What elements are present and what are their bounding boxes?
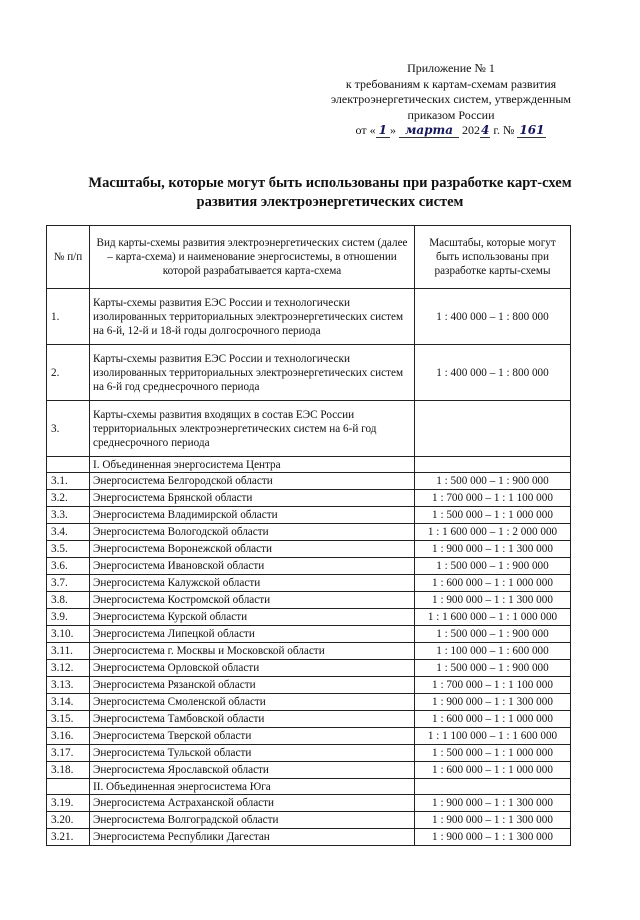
row-kind: Энергосистема Воронежской области: [90, 541, 415, 558]
row-number: 3.20.: [47, 812, 90, 829]
table-row: [47, 575, 571, 592]
row-scale: [415, 779, 571, 795]
table-row: [47, 457, 571, 473]
table-row: [47, 626, 571, 643]
row-scale: 1 : 500 000 – 1 : 1 000 000: [415, 745, 571, 762]
row-kind: Карты-схемы развития ЕЭС России и технологически изолированных территориальных электроэнергетических систем на 6-й год среднесрочного периода: [90, 345, 415, 401]
row-scale: 1 : 700 000 – 1 : 1 100 000: [415, 677, 571, 694]
table-row: [47, 694, 571, 711]
row-number: [47, 457, 90, 473]
row-number: 1.: [47, 289, 90, 345]
appendix-header: [300, 61, 602, 139]
handwritten-order-number: 161: [519, 123, 545, 137]
row-scale: 1 : 600 000 – 1 : 1 000 000: [415, 711, 571, 728]
row-number: 3.21.: [47, 829, 90, 846]
table-row: [47, 779, 571, 795]
table-row: [47, 345, 571, 401]
header-scale: Масштабы, которые могут быть использованы при разработке карты-схемы: [415, 226, 571, 289]
row-scale: 1 : 400 000 – 1 : 800 000: [415, 345, 571, 401]
table-row: [47, 541, 571, 558]
row-scale: [415, 401, 571, 457]
handwritten-month: марта: [399, 123, 459, 138]
table-row: [47, 524, 571, 541]
row-number: 3.9.: [47, 609, 90, 626]
row-kind: Энергосистема Курской области: [90, 609, 415, 626]
row-scale: 1 : 600 000 – 1 : 1 000 000: [415, 762, 571, 779]
row-scale: 1 : 100 000 – 1 : 600 000: [415, 643, 571, 660]
row-kind: Энергосистема Костромской области: [90, 592, 415, 609]
appendix-line-1: к требованиям к картам-схемам развития: [345, 76, 557, 91]
row-scale: 1 : 600 000 – 1 : 1 000 000: [415, 575, 571, 592]
row-number: [47, 779, 90, 795]
row-kind: Энергосистема Тамбовской области: [90, 711, 415, 728]
table-row: [47, 660, 571, 677]
table-row: [47, 490, 571, 507]
row-kind: Карты-схемы развития входящих в состав ЕЭС России территориальных электроэнергетических систем на 6-й год среднесрочного периода: [90, 401, 415, 457]
row-number: 3.18.: [47, 762, 90, 779]
appendix-line-3: приказом России: [407, 107, 495, 122]
row-kind: Карты-схемы развития ЕЭС России и технологически изолированных территориальных электроэнергетических систем на 6-й, 12-й и 18-й годы долгосрочного периода: [90, 289, 415, 345]
row-kind: Энергосистема Тверской области: [90, 728, 415, 745]
table-row: [47, 745, 571, 762]
row-number: 3.8.: [47, 592, 90, 609]
row-kind: Энергосистема Волгоградской области: [90, 812, 415, 829]
row-number: 3.4.: [47, 524, 90, 541]
row-scale: 1 : 500 000 – 1 : 1 000 000: [415, 507, 571, 524]
table-row: [47, 711, 571, 728]
row-kind: Энергосистема Калужской области: [90, 575, 415, 592]
row-kind: Энергосистема Брянской области: [90, 490, 415, 507]
row-kind: Энергосистема Вологодской области: [90, 524, 415, 541]
row-number: 3.11.: [47, 643, 90, 660]
table-row: [47, 401, 571, 457]
row-number: 3.17.: [47, 745, 90, 762]
row-kind: I. Объединенная энергосистема Центра: [90, 457, 415, 473]
table-header-row: [47, 226, 571, 289]
appendix-line-2: электроэнергетических систем, утвержденным: [331, 92, 571, 106]
number-prefix: г. №: [493, 123, 515, 137]
appendix-number: Приложение № 1: [407, 61, 495, 75]
row-scale: 1 : 500 000 – 1 : 900 000: [415, 626, 571, 643]
row-number: 3.19.: [47, 795, 90, 812]
handwritten-day: 1: [376, 123, 390, 138]
page-title: [70, 174, 590, 212]
row-kind: Энергосистема Астраханской области: [90, 795, 415, 812]
row-number: 3.1.: [47, 473, 90, 490]
row-scale: 1 : 700 000 – 1 : 1 100 000: [415, 490, 571, 507]
table-row: [47, 812, 571, 829]
row-number: 3.7.: [47, 575, 90, 592]
row-number: 2.: [47, 345, 90, 401]
handwritten-year-digit: 4: [481, 123, 490, 137]
header-num: № п/п: [47, 226, 90, 289]
row-kind: Энергосистема Белгородской области: [90, 473, 415, 490]
row-scale: 1 : 1 600 000 – 1 : 1 000 000: [415, 609, 571, 626]
year-prefix: 202: [462, 123, 481, 137]
table-row: [47, 762, 571, 779]
row-scale: 1 : 900 000 – 1 : 1 300 000: [415, 795, 571, 812]
row-kind: Энергосистема Владимирской области: [90, 507, 415, 524]
row-scale: 1 : 1 100 000 – 1 : 1 600 000: [415, 728, 571, 745]
row-number: 3.5.: [47, 541, 90, 558]
row-kind: Энергосистема Липецкой области: [90, 626, 415, 643]
row-number: 3.16.: [47, 728, 90, 745]
table-row: [47, 643, 571, 660]
table-row: [47, 473, 571, 490]
table-row: [47, 289, 571, 345]
title-line-1: Масштабы, которые могут быть использованы при разработке карт-схем: [88, 175, 572, 191]
table-row: [47, 609, 571, 626]
row-scale: 1 : 900 000 – 1 : 1 300 000: [415, 694, 571, 711]
table-body: [47, 289, 571, 846]
row-scale: 1 : 900 000 – 1 : 1 300 000: [415, 592, 571, 609]
date-mid: »: [389, 123, 396, 137]
title-line-2: развития электроэнергетических систем: [196, 194, 464, 210]
table-row: [47, 829, 571, 846]
row-kind: Энергосистема Орловской области: [90, 660, 415, 677]
row-number: 3.10.: [47, 626, 90, 643]
table-row: [47, 728, 571, 745]
row-scale: 1 : 900 000 – 1 : 1 300 000: [415, 541, 571, 558]
row-number: 3.15.: [47, 711, 90, 728]
row-scale: 1 : 500 000 – 1 : 900 000: [415, 558, 571, 575]
table-row: [47, 677, 571, 694]
row-kind: Энергосистема Рязанской области: [90, 677, 415, 694]
row-number: 3.12.: [47, 660, 90, 677]
row-scale: 1 : 900 000 – 1 : 1 300 000: [415, 829, 571, 846]
row-kind: Энергосистема г. Москвы и Московской области: [90, 643, 415, 660]
table-row: [47, 592, 571, 609]
header-kind: Вид карты-схемы развития электроэнергетических систем (далее – карта-схема) и наименование энергосистемы, в отношении которой разрабатывается карта-схема: [90, 226, 415, 289]
row-kind: Энергосистема Ивановской области: [90, 558, 415, 575]
scales-table: [46, 225, 571, 846]
table-row: [47, 507, 571, 524]
row-number: 3.6.: [47, 558, 90, 575]
row-kind: Энергосистема Тульской области: [90, 745, 415, 762]
row-scale: 1 : 400 000 – 1 : 800 000: [415, 289, 571, 345]
row-number: 3.13.: [47, 677, 90, 694]
table-row: [47, 558, 571, 575]
row-number: 3.3.: [47, 507, 90, 524]
row-scale: 1 : 500 000 – 1 : 900 000: [415, 473, 571, 490]
row-kind: Энергосистема Ярославской области: [90, 762, 415, 779]
row-scale: 1 : 500 000 – 1 : 900 000: [415, 660, 571, 677]
row-kind: Энергосистема Республики Дагестан: [90, 829, 415, 846]
table-row: [47, 795, 571, 812]
row-number: 3.2.: [47, 490, 90, 507]
row-scale: 1 : 900 000 – 1 : 1 300 000: [415, 812, 571, 829]
order-date-line: [300, 123, 602, 139]
date-prefix: от «: [355, 123, 376, 137]
row-scale: [415, 457, 571, 473]
row-number: 3.14.: [47, 694, 90, 711]
row-number: 3.: [47, 401, 90, 457]
row-kind: II. Объединенная энергосистема Юга: [90, 779, 415, 795]
row-kind: Энергосистема Смоленской области: [90, 694, 415, 711]
row-scale: 1 : 1 600 000 – 1 : 2 000 000: [415, 524, 571, 541]
